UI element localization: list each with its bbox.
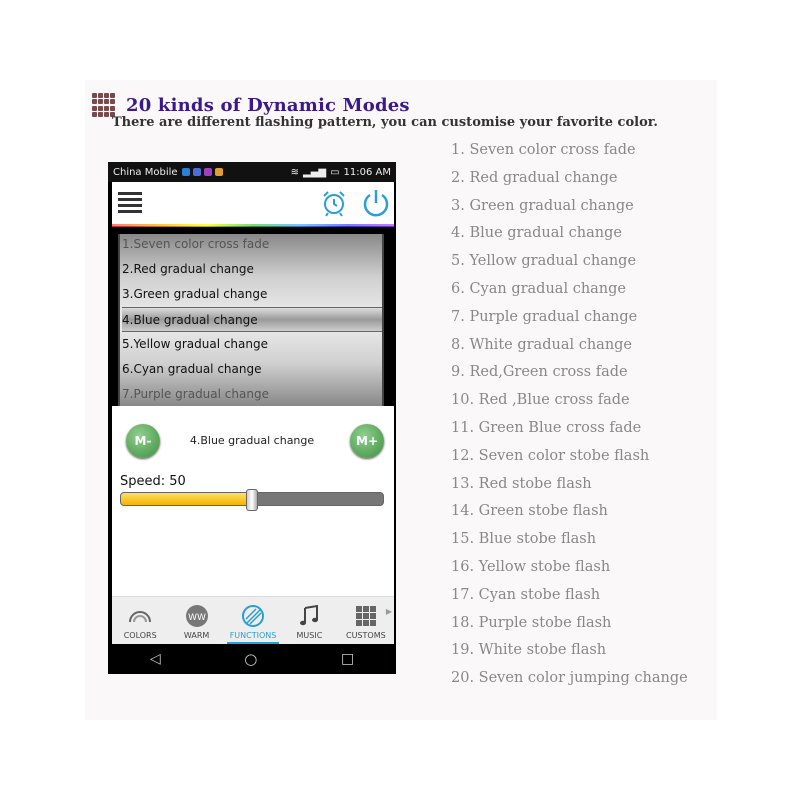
- phone-screenshot: [108, 162, 396, 674]
- picker-item[interactable]: 2.Red gradual change: [122, 262, 254, 276]
- music-note-icon: [297, 604, 321, 628]
- mode-control-panel: [112, 406, 394, 596]
- home-icon[interactable]: ○: [244, 650, 258, 668]
- tab-label: COLORS: [123, 631, 157, 640]
- functions-icon: [241, 604, 265, 628]
- tab-warm[interactable]: [168, 597, 224, 644]
- rainbow-divider: [112, 224, 394, 227]
- page-title: 20 kinds of Dynamic Modes: [126, 94, 410, 116]
- mode-list-item: 18. Purple stobe flash: [451, 614, 612, 631]
- mode-list-item: 12. Seven color stobe flash: [451, 447, 650, 464]
- app-notification-icon: [182, 168, 190, 176]
- mode-list-item: 4. Blue gradual change: [451, 225, 622, 242]
- tab-functions[interactable]: [225, 597, 281, 644]
- back-icon[interactable]: ◁: [149, 651, 161, 667]
- mode-picker-wheel[interactable]: [118, 234, 384, 406]
- mode-list-item: 10. Red ,Blue cross fade: [451, 392, 630, 409]
- picker-item[interactable]: 7.Purple gradual change: [122, 387, 269, 401]
- mode-list-item: 16. Yellow stobe flash: [451, 558, 611, 575]
- app-bar: [112, 182, 394, 226]
- heading: [92, 93, 410, 117]
- picker-item[interactable]: 4.Blue gradual change: [122, 307, 384, 332]
- speed-slider-thumb[interactable]: [246, 489, 258, 511]
- current-mode-label: 4.Blue gradual change: [189, 434, 315, 447]
- mode-list-item: 20. Seven color jumping change: [451, 670, 688, 687]
- svg-text:WW: WW: [187, 613, 206, 623]
- tab-label: MUSIC: [296, 631, 323, 640]
- tab-customs[interactable]: [338, 597, 394, 644]
- mode-list-item: 3. Green gradual change: [451, 197, 634, 214]
- mode-list-item: 5. Yellow gradual change: [451, 253, 637, 270]
- picker-item[interactable]: 1.Seven color cross fade: [122, 237, 270, 251]
- signal-icon: ▂▄▆: [303, 166, 327, 178]
- mode-list: [451, 140, 688, 696]
- mode-list-item: 17. Cyan stobe flash: [451, 586, 601, 603]
- mode-list-item: 11. Green Blue cross fade: [451, 419, 642, 436]
- app-notification-icon: [215, 168, 223, 176]
- grid-dots-icon: [92, 93, 116, 117]
- rainbow-icon: [128, 604, 152, 628]
- grid-icon: [354, 604, 378, 628]
- system-nav-bar: [108, 644, 396, 674]
- speed-label: Speed: 50: [120, 474, 186, 489]
- picker-item[interactable]: 5.Yellow gradual change: [122, 337, 268, 351]
- picker-item[interactable]: 3.Green gradual change: [122, 287, 268, 301]
- app-notification-icon: [193, 168, 201, 176]
- mode-list-item: 9. Red,Green cross fade: [451, 364, 628, 381]
- bottom-tab-bar: [112, 596, 394, 644]
- tab-label: WARM: [183, 631, 210, 640]
- app-notification-icon: [204, 168, 212, 176]
- mode-list-item: 6. Cyan gradual change: [451, 280, 626, 297]
- mode-minus-button[interactable]: M-: [126, 424, 160, 458]
- status-time: 11:06 AM: [343, 166, 391, 178]
- mode-list-item: 7. Purple gradual change: [451, 308, 638, 325]
- mode-plus-button[interactable]: M+: [350, 424, 384, 458]
- mode-list-item: 19. White stobe flash: [451, 642, 607, 659]
- speed-slider-fill: [121, 493, 253, 505]
- mode-list-item: 8. White gradual change: [451, 336, 633, 353]
- tab-music[interactable]: [281, 597, 337, 644]
- tab-label: CUSTOMS: [345, 631, 386, 640]
- menu-icon[interactable]: [118, 192, 142, 214]
- wifi-icon: ≋: [290, 166, 299, 178]
- chevron-right-icon: ▶: [385, 607, 392, 616]
- mode-list-item: 13. Red stobe flash: [451, 475, 592, 492]
- mode-list-item: 1. Seven color cross fade: [451, 142, 636, 158]
- mode-list-item: 14. Green stobe flash: [451, 503, 608, 520]
- picker-item[interactable]: 6.Cyan gradual change: [122, 362, 262, 376]
- power-icon[interactable]: [360, 187, 392, 219]
- battery-icon: ▭: [330, 166, 340, 178]
- carrier-label: China Mobile: [113, 166, 178, 178]
- status-bar: [108, 162, 396, 182]
- mode-list-item: 2. Red gradual change: [451, 169, 618, 186]
- page-subtitle: There are different flashing pattern, you can customise your favorite color.: [112, 115, 658, 130]
- alarm-clock-icon[interactable]: [320, 189, 348, 217]
- recents-icon[interactable]: □: [340, 651, 355, 667]
- tab-colors[interactable]: [112, 597, 168, 644]
- tab-label: FUNCTIONS: [229, 631, 277, 640]
- mode-list-item: 15. Blue stobe flash: [451, 531, 597, 548]
- ww-icon: [185, 604, 209, 628]
